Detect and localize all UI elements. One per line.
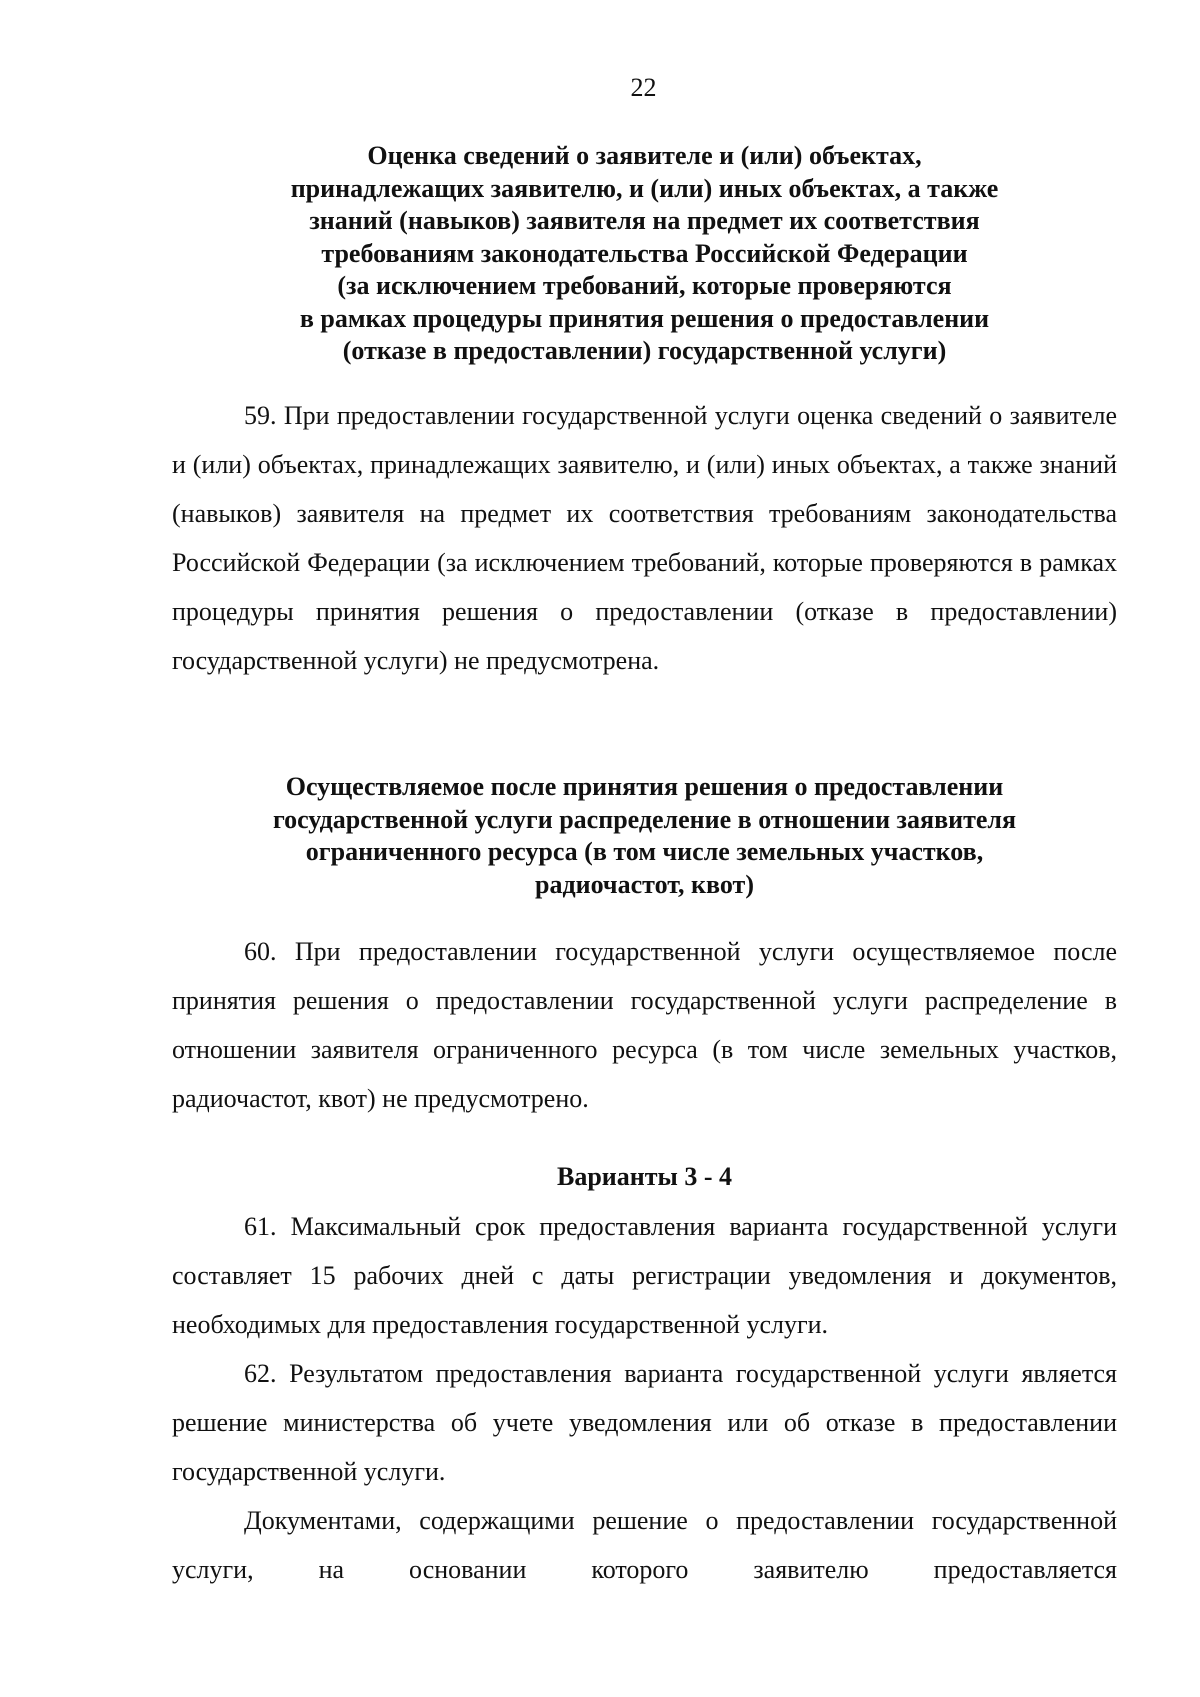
heading-line: в рамках процедуры принятия решения о предоставлении [299,303,990,333]
heading-line: принадлежащих заявителю, и (или) иных объектах, а также [290,173,999,203]
heading-line: Осуществляемое после принятия решения о предоставлении [285,772,1004,801]
heading-line: радиочастот, квот) [535,869,754,899]
heading-line: Оценка сведений о заявителе и (или) объектах, [367,141,922,170]
heading-line: знаний (навыков) заявителя на предмет их соответствия [309,206,980,235]
paragraph-60: 60. При предоставлении государственной услуги осуществляемое после принятия решения о предоставлении государственной услуги распределение в отношении заявителя ограниченного ресурса (в том числе земельных участков, радиочастот, квот) не предусмотрено. [172,937,1117,1113]
heading-line: государственной услуги распределение в отношении заявителя [272,804,1017,834]
heading-line: ограниченного ресурса (в том числе земельных участков, [305,837,984,866]
paragraph-documents: Документами, содержащими решение о предоставлении государственной услуги, на основании которого заявителю предоставляется [172,1506,1117,1584]
section-heading-resource-distribution [172,771,1117,901]
paragraph-61: 61. Максимальный срок предоставления варианта государственной услуги составляет 15 рабочих дней с даты регистрации уведомления и документов, необходимых для предоставления государственной услуги. [172,1212,1117,1339]
heading-line: (отказе в предоставлении) государственной услуги) [342,336,947,365]
paragraph-62: 62. Результатом предоставления варианта государственной услуги является решение министерства об учете уведомления или об отказе в предоставлении государственной услуги. [172,1359,1117,1486]
heading-line: требованиям законодательства Российской Федерации [321,238,968,268]
section-heading-assessment [172,140,1117,368]
section-heading-variants: Варианты 3 - 4 [557,1162,732,1191]
page-number: 22 [630,73,657,102]
paragraph-59: 59. При предоставлении государственной услуги оценка сведений о заявителе и (или) объектах, принадлежащих заявителю, и (или) иных объектах, а также знаний (навыков) заявителя на предмет их соответствия требованиям законодательства Российской Федерации (за исключением требований, которые проверяются в рамках процедуры принятия решения о предоставлении (отказе в предоставлении) государственной услуги) не предусмотрена. [172,401,1117,675]
heading-line: (за исключением требований, которые проверяются [337,271,952,300]
